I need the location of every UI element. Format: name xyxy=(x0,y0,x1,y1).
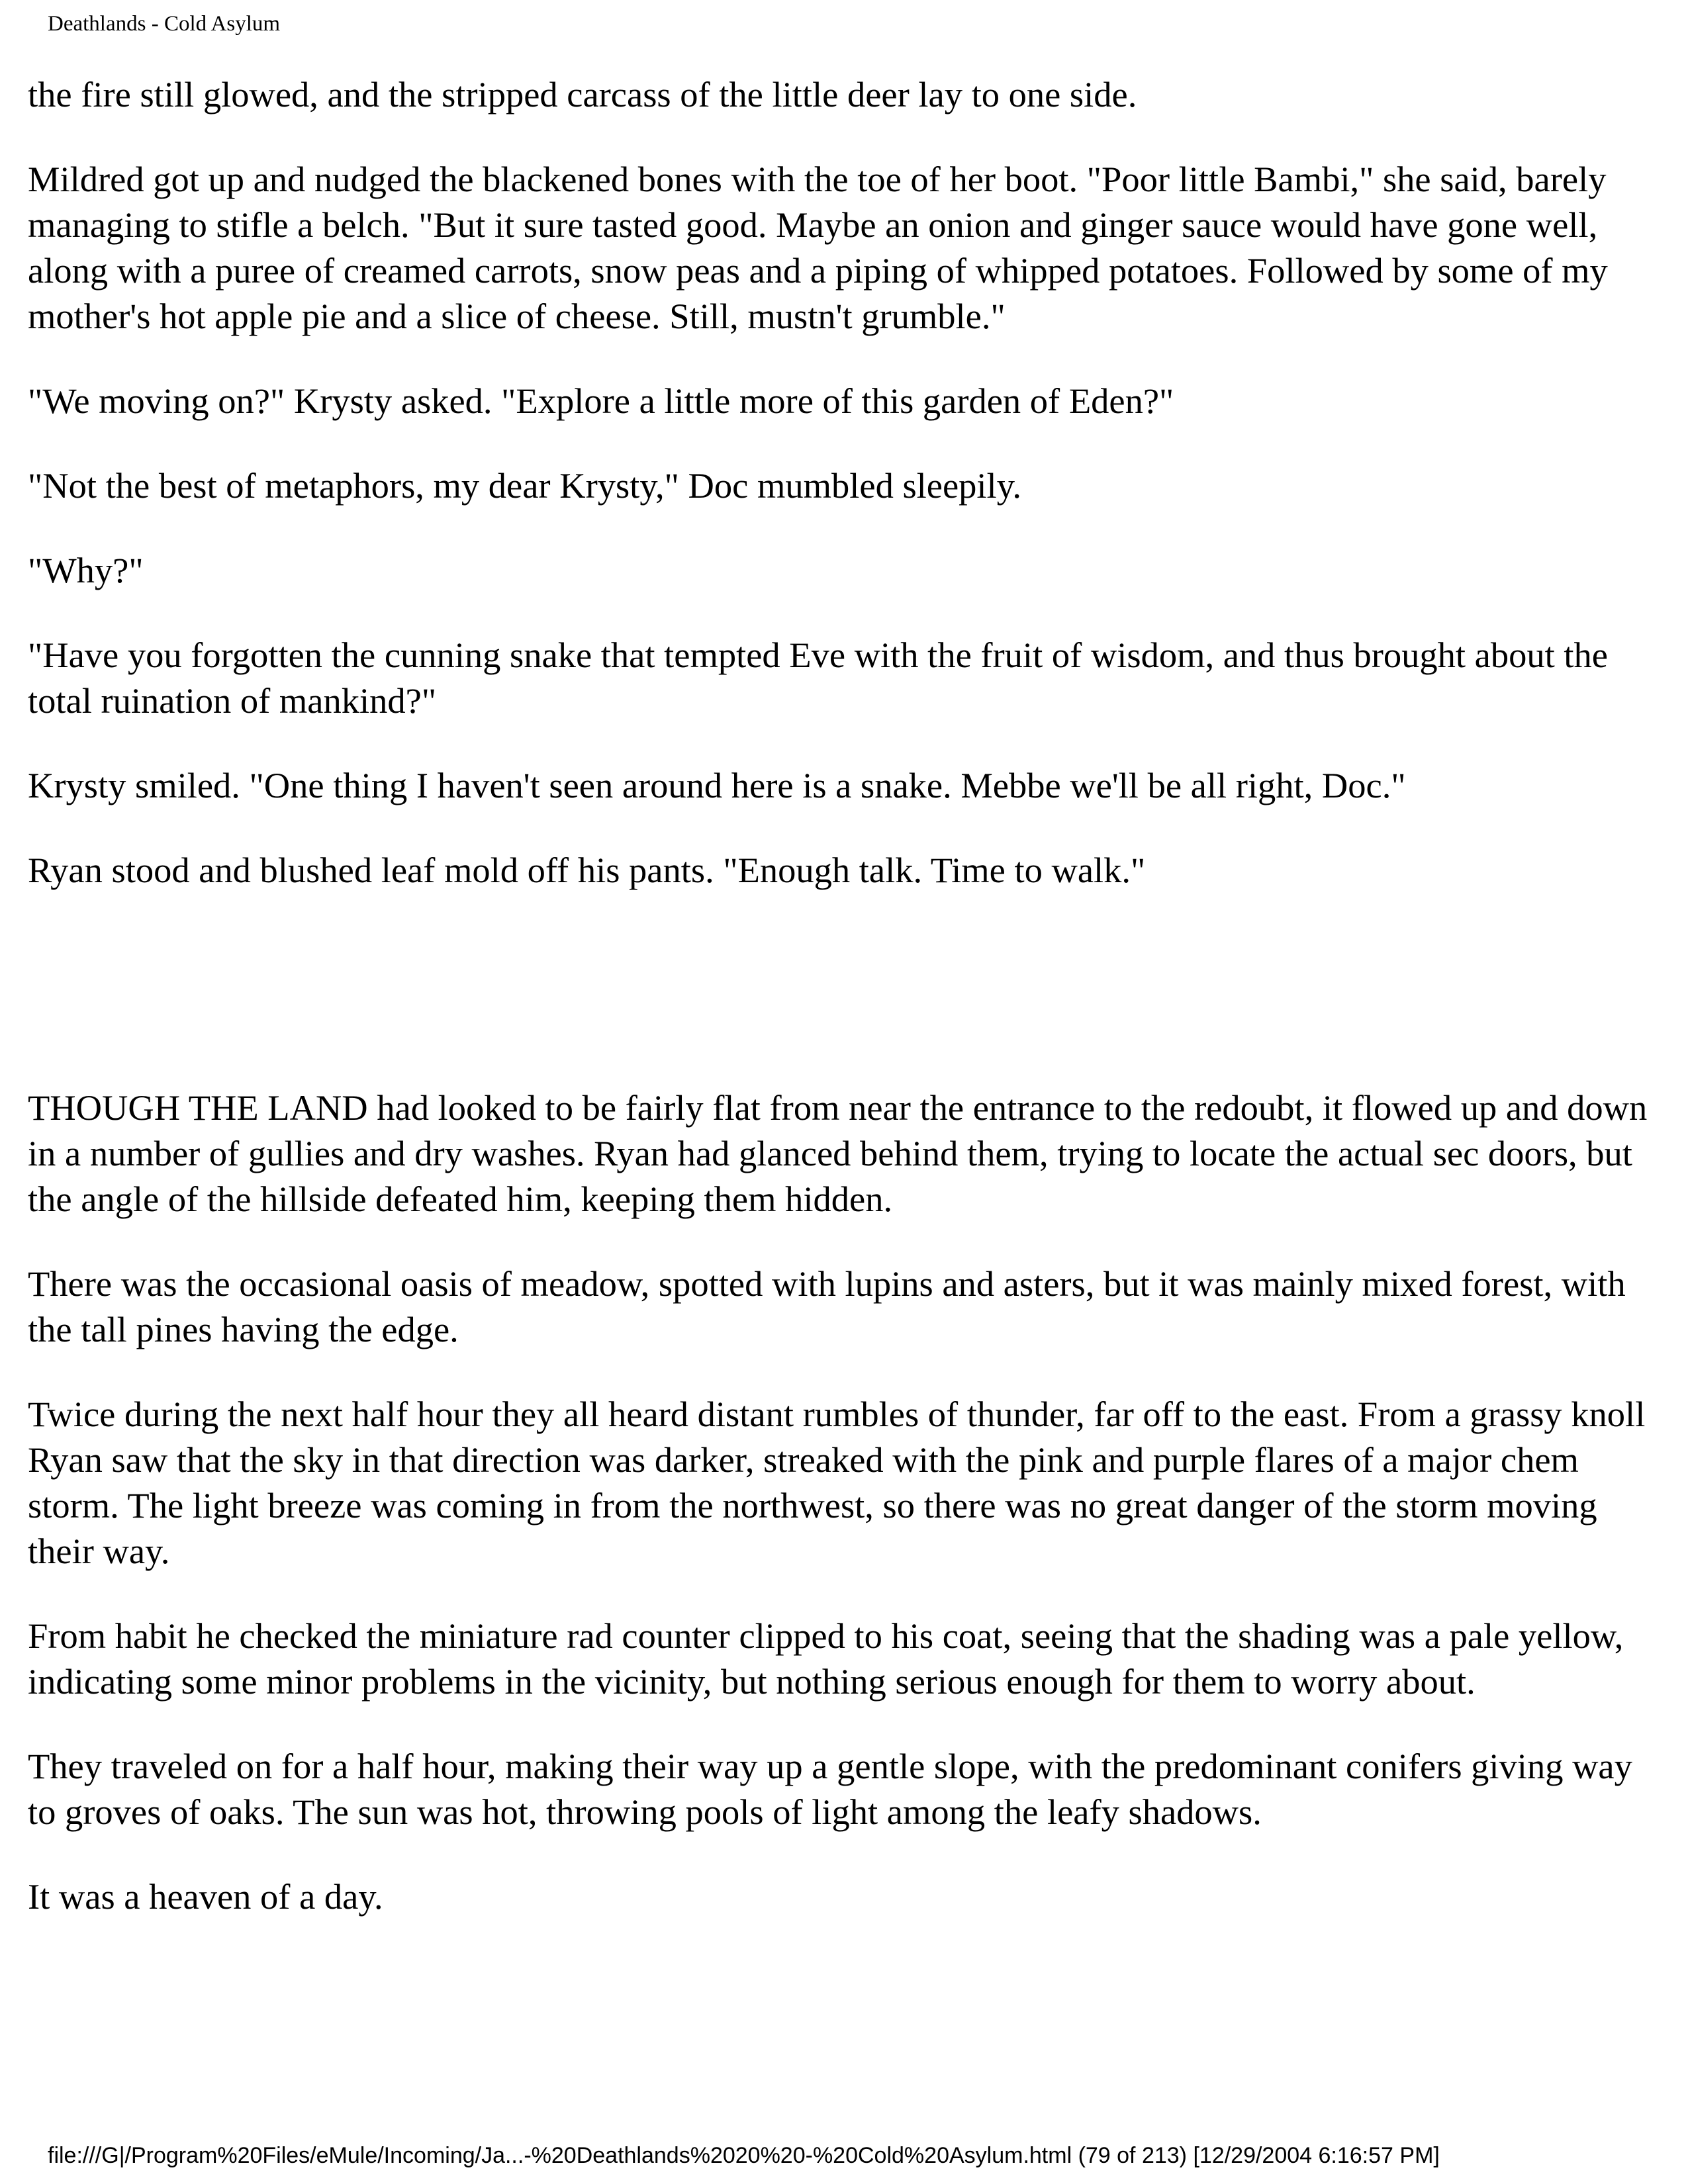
paragraph: They traveled on for a half hour, making their way up a gentle slope, with the predominant conifers giving way to groves of oaks. The sun was hot, throwing pools of light among the leafy shadows. xyxy=(28,1746,1632,1832)
page-header-title: Deathlands - Cold Asylum xyxy=(48,12,281,36)
paragraph: Twice during the next half hour they all heard distant rumbles of thunder, far off to the east. From a grassy knoll Ryan saw that the sky in that direction was darker, streaked with the pink and purple flares of a major chem storm. The light breeze was coming in from the northwest, so there was no great danger of the storm moving their way. xyxy=(28,1394,1646,1571)
paragraph: "Have you forgotten the cunning snake that tempted Eve with the fruit of wisdom, and thus brought about the total ruination of mankind?" xyxy=(28,635,1608,721)
section-break xyxy=(28,932,1660,1085)
paragraph: Mildred got up and nudged the blackened bones with the toe of her boot. "Poor little Bambi," she said, barely managing to stifle a belch. "But it sure tasted good. Maybe an onion and ginger sauce would have gone well, along with a puree of creamed carrots, snow peas and a piping of whipped potatoes. Followed by some of my mother's hot apple pie and a slice of cheese. Still, mustn't grumble." xyxy=(28,159,1608,336)
page-footer-source-url: file:///G|/Program%20Files/eMule/Incoming/Ja...-%20Deathlands%2020%20-%20Cold%20Asylum.html (79 of 213) [12/29/2004 6:16:57 PM] xyxy=(48,2143,1440,2168)
paragraph: THOUGH THE LAND had looked to be fairly flat from near the entrance to the redoubt, it flowed up and down in a number of gullies and dry washes. Ryan had glanced behind them, trying to locate the actual sec doors, but the angle of the hillside defeated him, keeping them hidden. xyxy=(28,1087,1648,1219)
paragraph: Krysty smiled. "One thing I haven't seen around here is a snake. Mebbe we'll be all right, Doc." xyxy=(28,765,1406,805)
paragraph: From habit he checked the miniature rad counter clipped to his coat, seeing that the shading was a pale yellow, indicating some minor problems in the vicinity, but nothing serious enough for them to worry about. xyxy=(28,1615,1624,1702)
paragraph: "Why?" xyxy=(28,550,144,590)
paragraph: "Not the best of metaphors, my dear Krysty," Doc mumbled sleepily. xyxy=(28,465,1022,506)
document-body xyxy=(28,71,1660,1958)
paragraph: Ryan stood and blushed leaf mold off his pants. "Enough talk. Time to walk." xyxy=(28,850,1146,890)
paragraph: the fire still glowed, and the stripped carcass of the little deer lay to one side. xyxy=(28,74,1137,114)
paragraph: "We moving on?" Krysty asked. "Explore a little more of this garden of Eden?" xyxy=(28,381,1174,421)
paragraph: There was the occasional oasis of meadow, spotted with lupins and asters, but it was mainly mixed forest, with the tall pines having the edge. xyxy=(28,1263,1626,1349)
paragraph: It was a heaven of a day. xyxy=(28,1876,383,1917)
